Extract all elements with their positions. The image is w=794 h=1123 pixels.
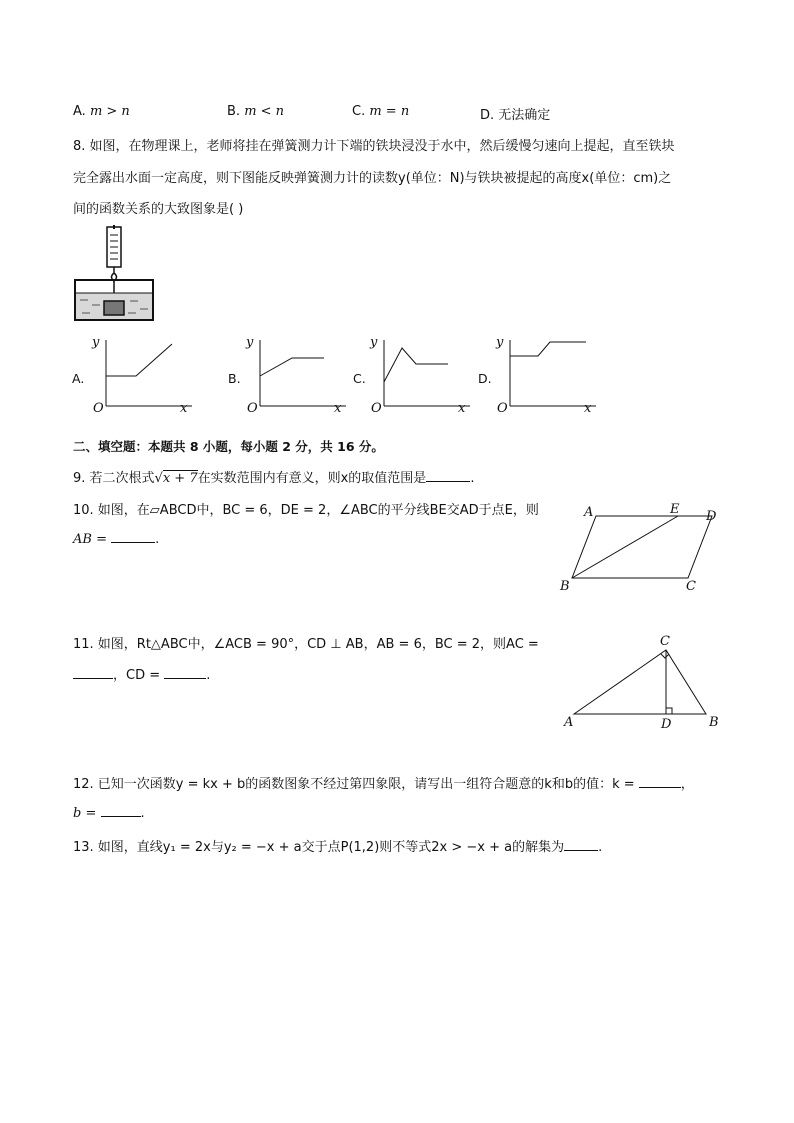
q11-line1: 11. 如图，Rt△ABC中，∠ACB = 90°，CD ⊥ AB，AB = 6，BC = 2，则AC = xyxy=(73,637,539,652)
spring-scale-figure xyxy=(70,225,160,325)
graph-d xyxy=(492,330,602,418)
q10-line2: AB = . xyxy=(73,532,160,547)
graph-b-x-label: x xyxy=(334,401,342,416)
parallelogram-figure xyxy=(556,502,726,594)
graph-a-y-label: y xyxy=(92,335,100,350)
graph-d-x-label: x xyxy=(584,401,592,416)
graph-option-c-label: C. xyxy=(353,371,366,386)
graph-c-origin: O xyxy=(371,401,382,416)
graph-b-y-label: y xyxy=(246,335,254,350)
graph-a xyxy=(88,330,198,418)
fig11-label-b: B xyxy=(709,715,719,730)
fig10-label-c: C xyxy=(686,579,696,594)
graph-option-d-label: D. xyxy=(478,371,492,386)
fig10-label-a: A xyxy=(584,505,594,520)
q7-option-c: C. m = n xyxy=(352,104,410,119)
graph-c-x-label: x xyxy=(458,401,466,416)
fig10-label-e: E xyxy=(670,502,680,517)
q12-line1: 12. 已知一次函数y = kx + b的函数图象不经过第四象限，请写出一组符合题意的k和b的值：k = ， xyxy=(73,777,694,792)
graph-c xyxy=(366,330,476,418)
q10-line1: 10. 如图，在▱ABCD中，BC = 6，DE = 2，∠ABC的平分线BE交AD于点E，则 xyxy=(73,503,539,518)
fig10-label-b: B xyxy=(560,579,570,594)
q9-answer-blank xyxy=(426,469,470,482)
q11-ac-blank xyxy=(73,666,113,679)
q13-answer-blank xyxy=(564,838,598,851)
q8-line1: 8. 如图，在物理课上，老师将挂在弹簧测力计下端的铁块浸没于水中，然后缓慢匀速向上提起，直至铁块 xyxy=(73,139,675,154)
q12-b-blank xyxy=(101,804,141,817)
graph-b-origin: O xyxy=(247,401,258,416)
q10-answer-blank xyxy=(111,530,155,543)
fig10-label-d: D xyxy=(706,509,717,524)
q7-option-a: A. m > n xyxy=(73,104,130,119)
q9-line: 9. 若二次根式√x + 7在实数范围内有意义，则x的取值范围是 . xyxy=(73,471,475,486)
right-triangle-figure xyxy=(556,632,726,732)
q13-line: 13. 如图，直线y₁ = 2x与y₂ = −x + a交于点P(1,2)则不等式2x > −x + a的解集为 . xyxy=(73,840,603,855)
graph-option-a-label: A. xyxy=(72,371,85,386)
graph-c-y-label: y xyxy=(370,335,378,350)
graph-a-x-label: x xyxy=(180,401,188,416)
q8-line3: 间的函数关系的大致图象是( ) xyxy=(73,202,244,217)
graph-d-origin: O xyxy=(497,401,508,416)
fig11-label-a: A xyxy=(564,715,574,730)
q7-option-d: D. 无法确定 xyxy=(480,108,551,123)
fig11-label-c: C xyxy=(660,634,670,649)
q12-line2: b = . xyxy=(73,806,145,821)
graph-b xyxy=(242,330,352,418)
graph-d-y-label: y xyxy=(496,335,504,350)
q11-cd-blank xyxy=(164,666,206,679)
fig11-label-d: D xyxy=(661,717,672,732)
q11-line2: ，CD = . xyxy=(73,664,210,683)
q12-k-blank xyxy=(639,775,681,788)
q7-option-b: B. m < n xyxy=(227,104,285,119)
section-title: 二、填空题：本题共 8 小题，每小题 2 分，共 16 分。 xyxy=(73,439,384,454)
graph-a-origin: O xyxy=(93,401,104,416)
graph-option-b-label: B. xyxy=(228,371,241,386)
q8-line2: 完全露出水面一定高度，则下图能反映弹簧测力计的读数y(单位：N)与铁块被提起的高度x(单位：cm)之 xyxy=(73,171,672,186)
